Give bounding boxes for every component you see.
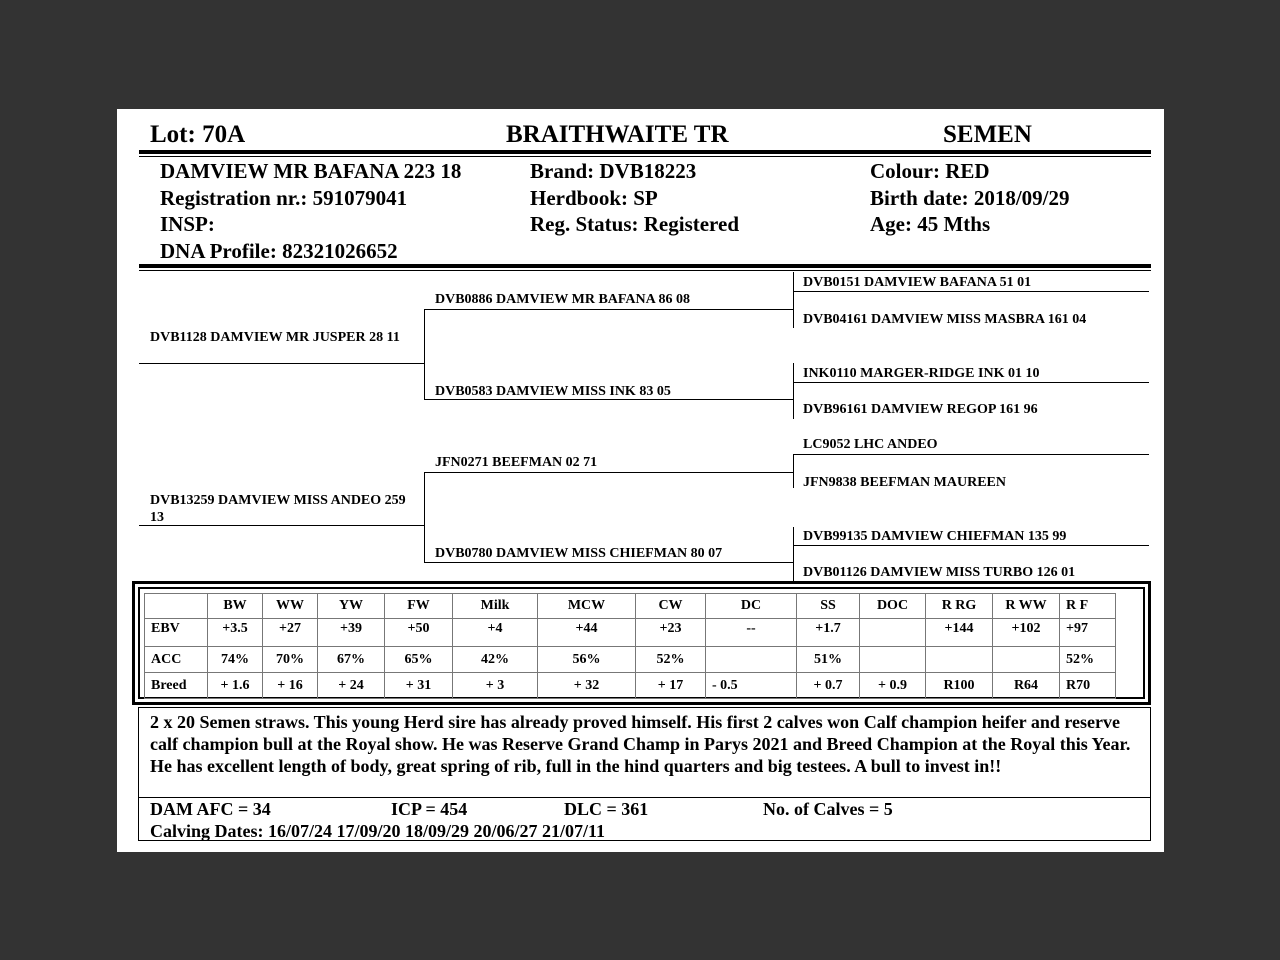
ebv-header-cell: R RG	[926, 594, 993, 619]
header-rule-thin	[139, 156, 1151, 157]
ebv-header-cell: DOC	[860, 594, 926, 619]
pedigree-sire-sire: DVB0886 DAMVIEW MR BAFANA 86 08	[435, 292, 690, 307]
acc-cell	[993, 647, 1060, 673]
ebv-cell: --	[706, 619, 797, 647]
breed-cell: + 3	[453, 673, 538, 699]
ebv-table	[144, 593, 1116, 699]
lot-type: SEMEN	[943, 121, 1032, 148]
ebv-header-cell: MCW	[538, 594, 636, 619]
animal-info-left	[160, 158, 461, 264]
comment-divider	[138, 797, 1151, 798]
ebv-header-cell: CW	[636, 594, 706, 619]
pedigree-dam-sire: JFN0271 BEEFMAN 02 71	[435, 455, 598, 470]
acc-cell: 56%	[538, 647, 636, 673]
info-rule-thick	[139, 264, 1151, 268]
acc-cell: 52%	[636, 647, 706, 673]
breed-cell: Breed	[145, 673, 208, 699]
colour: Colour: RED	[870, 159, 990, 183]
pedigree-dam: DVB13259 DAMVIEW MISS ANDEO 259 13	[150, 493, 406, 525]
breed-cell: + 24	[318, 673, 385, 699]
ebv-row	[145, 619, 1116, 647]
sire-bracket	[424, 309, 425, 400]
animal-info-middle	[530, 158, 739, 238]
dna-profile: DNA Profile: 82321026652	[160, 238, 398, 263]
birth-date: Birth date: 2018/09/29	[870, 185, 1070, 210]
breed-cell: + 16	[263, 673, 318, 699]
ggp-bracket-2	[793, 363, 794, 419]
sire-line	[139, 363, 424, 364]
header-rule-thick	[139, 150, 1151, 154]
breed-cell: + 31	[385, 673, 453, 699]
ggp-line-7	[793, 545, 1149, 546]
ebv-header-cell: R WW	[993, 594, 1060, 619]
ebv-header-cell: WW	[263, 594, 318, 619]
breed-cell: + 17	[636, 673, 706, 699]
ggp-line-5	[793, 454, 1149, 455]
acc-cell: 67%	[318, 647, 385, 673]
acc-cell	[706, 647, 797, 673]
sire-sire-line	[424, 309, 793, 310]
pedigree-ggp: DVB96161 DAMVIEW REGOP 161 96	[803, 402, 1038, 417]
pedigree-ggp: INK0110 MARGER-RIDGE INK 01 10	[803, 366, 1040, 381]
pedigree-sire-dam: DVB0583 DAMVIEW MISS INK 83 05	[435, 384, 671, 399]
breed-cell: + 0.7	[797, 673, 860, 699]
dam-sire-line	[424, 472, 793, 473]
animal-name: DAMVIEW MR BAFANA 223 18	[160, 159, 462, 183]
pedigree-ggp: DVB04161 DAMVIEW MISS MASBRA 161 04	[803, 312, 1087, 327]
ggp-bracket-3	[793, 454, 794, 488]
lot-comment: 2 x 20 Semen straws. This young Herd sire has already proved himself. His first 2 calves won Calf champion heifer and reserve calf champion bull at the Royal show. He was Reserve Grand Champ in Parys 2021 and Breed Champion at the Royal this Year. He has excellent length of body, great spring of rib, full in the hind quarters and big testees. A bull to invest in!!	[150, 712, 1131, 776]
breed-cell: + 0.9	[860, 673, 926, 699]
ebv-header-cell: SS	[797, 594, 860, 619]
acc-cell: 52%	[1060, 647, 1116, 673]
ebv-cell: +144	[926, 619, 993, 647]
catalogue-sheet	[117, 109, 1164, 852]
ebv-cell	[860, 619, 926, 647]
pedigree-ggp: DVB99135 DAMVIEW CHIEFMAN 135 99	[803, 529, 1067, 544]
ebv-cell: +39	[318, 619, 385, 647]
ebv-header-cell: YW	[318, 594, 385, 619]
reg-status: Reg. Status: Registered	[530, 212, 739, 236]
acc-cell: 74%	[208, 647, 263, 673]
pedigree-dam-dam: DVB0780 DAMVIEW MISS CHIEFMAN 80 07	[435, 546, 723, 561]
dlc: DLC = 361	[564, 799, 649, 819]
ebv-header-cell: Milk	[453, 594, 538, 619]
acc-row	[145, 647, 1116, 673]
acc-cell	[860, 647, 926, 673]
breed-cell: R64	[993, 673, 1060, 699]
acc-cell: 65%	[385, 647, 453, 673]
ebv-cell: +1.7	[797, 619, 860, 647]
ebv-cell: +3.5	[208, 619, 263, 647]
animal-info-right	[870, 158, 1070, 238]
acc-cell: 51%	[797, 647, 860, 673]
breed-cell: R100	[926, 673, 993, 699]
age: Age: 45 Mths	[870, 212, 991, 236]
ebv-cell: +50	[385, 619, 453, 647]
ebv-cell: +97	[1060, 619, 1116, 647]
ebv-cell: +102	[993, 619, 1060, 647]
ebv-header-cell	[145, 594, 208, 619]
ebv-cell: +23	[636, 619, 706, 647]
registration-number: Registration nr.: 591079041	[160, 185, 408, 210]
breed-row	[145, 673, 1116, 699]
dam-afc: DAM AFC = 34	[150, 799, 271, 819]
ebv-cell: +27	[263, 619, 318, 647]
ggp-line-3	[793, 382, 1149, 383]
pedigree-ggp: DVB0151 DAMVIEW BAFANA 51 01	[803, 275, 1032, 290]
ebv-cell: +4	[453, 619, 538, 647]
ebv-header-cell: R F	[1060, 594, 1116, 619]
dam-dam-line	[424, 562, 793, 563]
info-rule-thin	[139, 270, 1151, 271]
breed-cell: R70	[1060, 673, 1116, 699]
pedigree-ggp: DVB01126 DAMVIEW MISS TURBO 126 01	[803, 565, 1076, 580]
icp: ICP = 454	[391, 799, 468, 819]
breeder-name: BRAITHWAITE TR	[506, 121, 729, 148]
pedigree-ggp: JFN9838 BEEFMAN MAUREEN	[803, 475, 1006, 490]
brand: Brand: DVB18223	[530, 159, 697, 183]
ebv-cell: EBV	[145, 619, 208, 647]
breed-cell: + 1.6	[208, 673, 263, 699]
acc-cell	[926, 647, 993, 673]
insp-field: INSP:	[160, 212, 215, 236]
breed-cell: - 0.5	[706, 673, 797, 699]
dam-bracket	[424, 472, 425, 563]
ebv-header-cell: DC	[706, 594, 797, 619]
pedigree-sire: DVB1128 DAMVIEW MR JUSPER 28 11	[150, 330, 400, 345]
calving-dates: Calving Dates: 16/07/24 17/09/20 18/09/29 20/06/27 21/07/11	[150, 821, 606, 841]
ebv-header-cell: BW	[208, 594, 263, 619]
ggp-line-1	[793, 291, 1149, 292]
ebv-header-row	[145, 594, 1116, 619]
breed-cell: + 32	[538, 673, 636, 699]
acc-cell: ACC	[145, 647, 208, 673]
ggp-bracket-4	[793, 527, 794, 583]
lot-number: Lot: 70A	[150, 121, 246, 148]
ggp-bracket-1	[793, 272, 794, 328]
herdbook: Herdbook: SP	[530, 185, 658, 210]
acc-cell: 42%	[453, 647, 538, 673]
acc-cell: 70%	[263, 647, 318, 673]
no-of-calves: No. of Calves = 5	[763, 799, 893, 819]
pedigree-ggp: LC9052 LHC ANDEO	[803, 437, 938, 452]
ebv-cell: +44	[538, 619, 636, 647]
ebv-header-cell: FW	[385, 594, 453, 619]
